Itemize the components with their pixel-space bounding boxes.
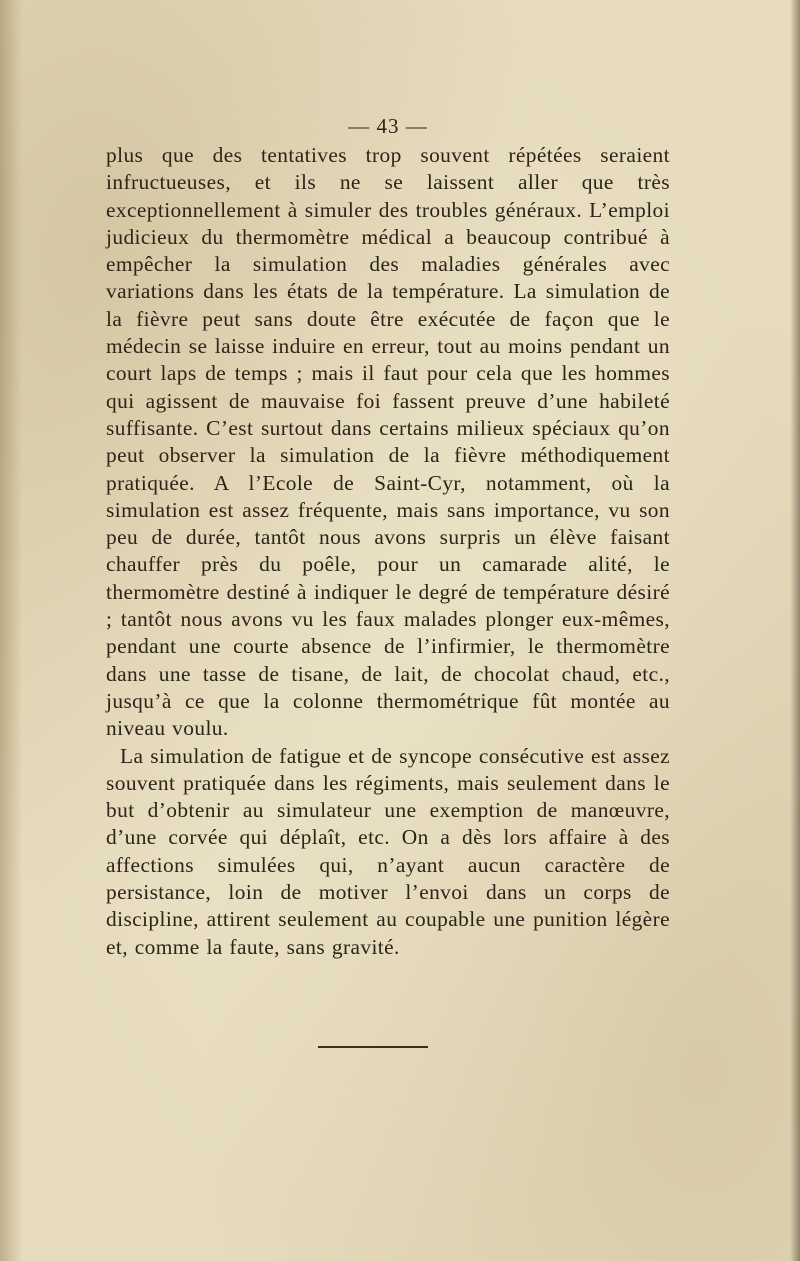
page-number: — 43 —	[348, 114, 428, 138]
page-edge-right	[790, 0, 800, 1261]
section-end-rule	[318, 1046, 428, 1048]
body-text	[106, 142, 670, 961]
page-edge-left	[0, 0, 22, 1261]
paragraph-2: La simulation de fatigue et de syncope consécutive est assez souvent pratiquée dans les régiments, mais seulement dans le but d’obtenir au simulateur une exemption de manœuvre, d’une corvée qui déplaît, etc. On a dès lors affaire à des affections simulées qui, n’ayant aucun caractère de persistance, loin de motiver l’envoi dans un corps de discipline, attirent seulement au coupable une punition légère et, comme la faute, sans gravité.	[106, 743, 670, 959]
paragraph-1: plus que des tentatives trop souvent répétées seraient infructueuses, et ils ne se laissent aller que très exceptionnellement à simuler des troubles généraux. L’emploi judicieux du thermomètre médical a beaucoup contribué à empêcher la simulation des maladies générales avec variations dans les états de la température. La simulation de la fièvre peut sans doute être exécutée de façon que le médecin se laisse induire en erreur, tout au moins pendant un court laps de temps ; mais il faut pour cela que les hommes qui agissent de mauvaise foi fassent preuve d’une habileté suffisante. C’est surtout dans certains milieux spéciaux qu’on peut observer la simulation de la fièvre méthodiquement pratiquée. A l’Ecole de Saint-Cyr, notamment, où la simulation est assez fréquente, mais sans importance, vu son peu de durée, tantôt nous avons surpris un élève faisant chauffer près du poêle, pour un camarade alité, le thermomètre destiné à indiquer le degré de température désiré ; tantôt nous avons vu les faux malades plonger eux-mêmes, pendant une courte absence de l’infirmier, le thermomètre dans une tasse de tisane, de lait, de chocolat chaud, etc., jusqu’à ce que la colonne thermométrique fût montée au niveau voulu.	[106, 143, 670, 741]
